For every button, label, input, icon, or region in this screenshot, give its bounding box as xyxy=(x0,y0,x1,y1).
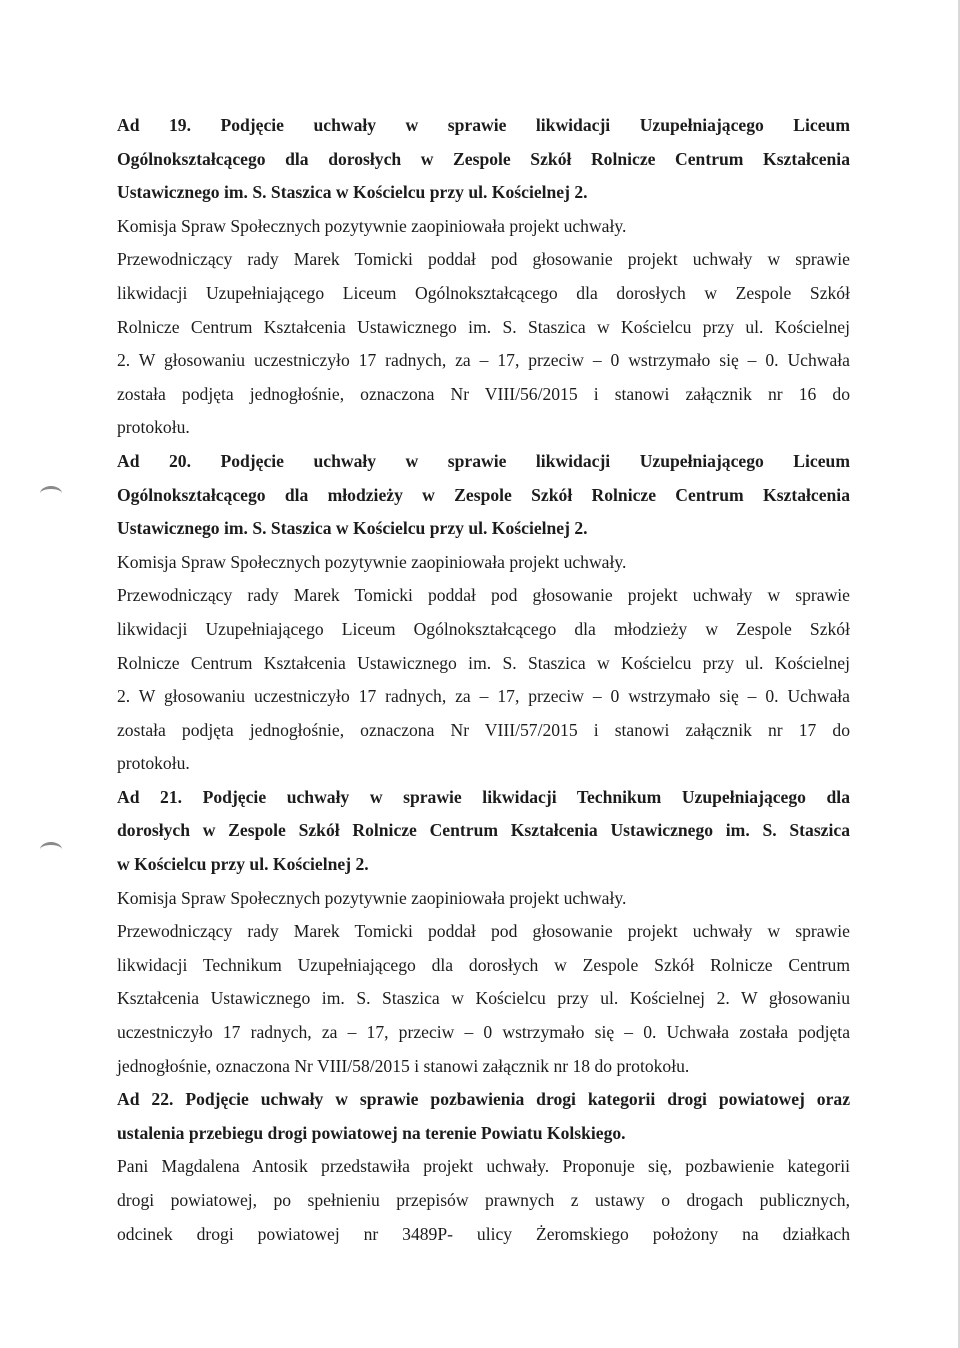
body-text-line: 2. W głosowaniu uczestniczyło 17 radnych, za – 17, przeciw – 0 wstrzymało się – 0. Uchwała xyxy=(117,686,850,707)
body-text-line: likwidacji Uzupełniającego Liceum Ogólnokształcącego dla młodzieży w Zespole Szkół xyxy=(117,618,850,639)
agenda-item-heading-line: Ad 20. Podjęcie uchwały w sprawie likwidacji Uzupełniającego Liceum xyxy=(117,450,850,471)
body-text-line: likwidacji Technikum Uzupełniającego dla dorosłych w Zespole Szkół Rolnicze Centrum xyxy=(117,954,850,975)
body-text-line: Przewodniczący rady Marek Tomicki poddał pod głosowanie projekt uchwały w sprawie xyxy=(117,921,850,942)
body-text-line: 2. W głosowaniu uczestniczyło 17 radnych, za – 17, przeciw – 0 wstrzymało się – 0. Uchwała xyxy=(117,350,850,371)
body-text-line: drogi powiatowej, po spełnieniu przepisów prawnych z ustawy o drogach publicznych, xyxy=(117,1190,850,1210)
body-text-line: protokołu. xyxy=(117,753,190,774)
body-text-line: Rolnicze Centrum Kształcenia Ustawicznego im. S. Staszica w Kościelcu przy ul. Kościelnej xyxy=(117,652,850,673)
agenda-item-19 xyxy=(117,109,850,445)
agenda-item-20 xyxy=(117,445,850,781)
body-text-line: została podjęta jednogłośnie, oznaczona Nr VIII/57/2015 i stanowi załącznik nr 17 do xyxy=(117,719,850,740)
agenda-item-heading-line: Ad 22. Podjęcie uchwały w sprawie pozbawienia drogi kategorii drogi powiatowej oraz xyxy=(117,1089,850,1110)
committee-opinion: Pani Magdalena Antosik przedstawiła projekt uchwały. Proponuje się, pozbawienie kategorii xyxy=(117,1156,850,1177)
agenda-item-heading-line: ustalenia przebiegu drogi powiatowej na terenie Powiatu Kolskiego. xyxy=(117,1122,626,1143)
body-text-line: likwidacji Uzupełniającego Liceum Ogólnokształcącego dla dorosłych w Zespole Szkół xyxy=(117,282,850,303)
agenda-item-heading-line: Ustawicznego im. S. Staszica w Kościelcu przy ul. Kościelnej 2. xyxy=(117,518,588,539)
agenda-item-heading-line: dorosłych w Zespole Szkół Rolnicze Centrum Kształcenia Ustawicznego im. S. Staszica xyxy=(117,820,850,841)
agenda-item-heading-line: Ogólnokształcącego dla młodzieży w Zespole Szkół Rolnicze Centrum Kształcenia xyxy=(117,484,850,505)
body-text-line: protokołu. xyxy=(117,417,190,438)
body-text-line: Kształcenia Ustawicznego im. S. Staszica w Kościelcu przy ul. Kościelnej 2. W głosowaniu xyxy=(117,988,850,1009)
agenda-item-heading-line: Ogólnokształcącego dla dorosłych w Zespole Szkół Rolnicze Centrum Kształcenia xyxy=(117,148,850,169)
punch-hole-mark-top xyxy=(40,486,62,501)
agenda-item-21 xyxy=(117,781,850,1083)
committee-opinion: Komisja Spraw Społecznych pozytywnie zaopiniowała projekt uchwały. xyxy=(117,551,627,572)
agenda-item-22 xyxy=(117,1083,850,1251)
body-text-line: odcinek drogi powiatowej nr 3489P- ulicy Żeromskiego położony na działkach xyxy=(117,1223,850,1244)
body-text-line: Rolnicze Centrum Kształcenia Ustawicznego im. S. Staszica w Kościelcu przy ul. Kościelnej xyxy=(117,316,850,337)
punch-hole-mark-bottom xyxy=(40,842,62,857)
body-text-line: Przewodniczący rady Marek Tomicki poddał pod głosowanie projekt uchwały w sprawie xyxy=(117,585,850,606)
agenda-item-heading-line: Ad 21. Podjęcie uchwały w sprawie likwidacji Technikum Uzupełniającego dla xyxy=(117,786,850,807)
body-text-line: uczestniczyło 17 radnych, za – 17, przeciw – 0 wstrzymało się – 0. Uchwała została podjęta xyxy=(117,1022,850,1043)
agenda-item-heading-line: Ustawicznego im. S. Staszica w Kościelcu przy ul. Kościelnej 2. xyxy=(117,182,588,203)
committee-opinion: Komisja Spraw Społecznych pozytywnie zaopiniowała projekt uchwały. xyxy=(117,887,627,908)
committee-opinion: Komisja Spraw Społecznych pozytywnie zaopiniowała projekt uchwały. xyxy=(117,215,627,236)
body-text-line: Przewodniczący rady Marek Tomicki poddał pod głosowanie projekt uchwały w sprawie xyxy=(117,249,850,270)
document-page xyxy=(117,109,850,1251)
body-text-line: została podjęta jednogłośnie, oznaczona Nr VIII/56/2015 i stanowi załącznik nr 16 do xyxy=(117,383,850,404)
agenda-item-heading-line: Ad 19. Podjęcie uchwały w sprawie likwidacji Uzupełniającego Liceum xyxy=(117,115,850,135)
body-text-line: jednogłośnie, oznaczona Nr VIII/58/2015 i stanowi załącznik nr 18 do protokołu. xyxy=(117,1055,690,1076)
agenda-item-heading-line: w Kościelcu przy ul. Kościelnej 2. xyxy=(117,854,369,875)
